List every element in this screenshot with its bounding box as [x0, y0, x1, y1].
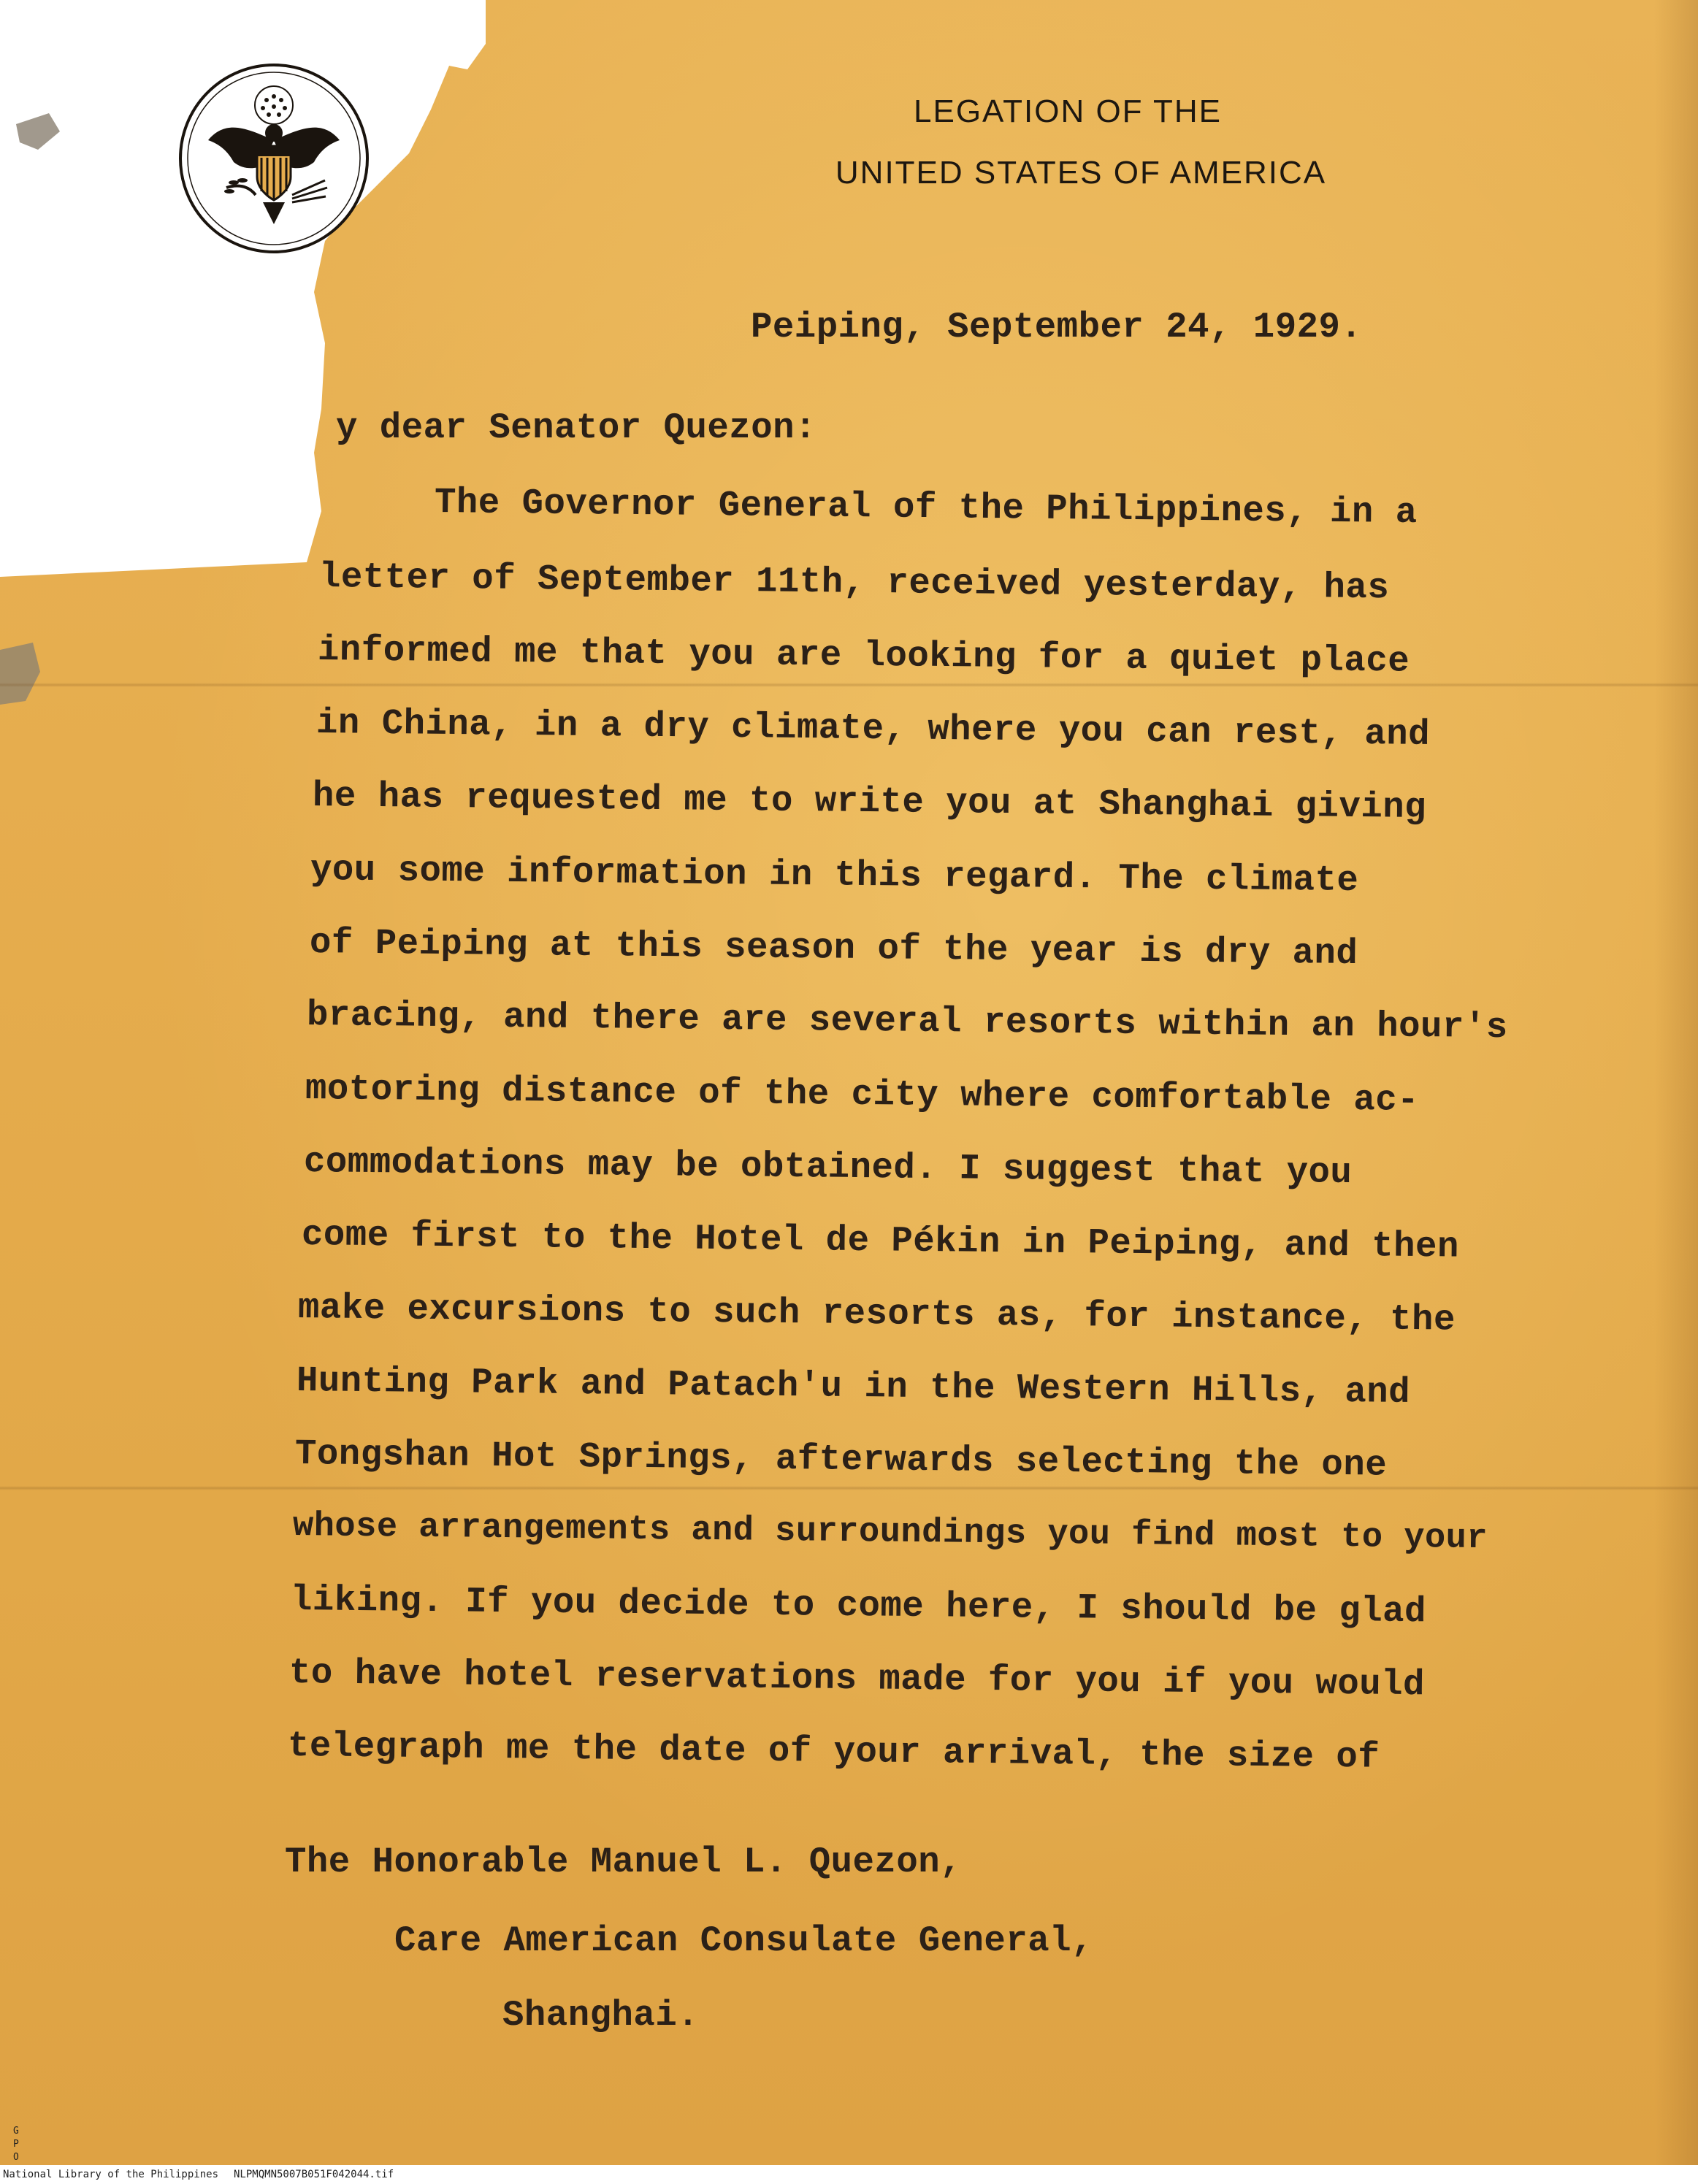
body-line: to have hotel reservations made for you if you would	[288, 1652, 1426, 1706]
body-line: liking. If you decide to come here, I should be glad	[290, 1579, 1427, 1633]
address-line-1: The Honorable Manuel L. Quezon,	[285, 1842, 963, 1882]
body-line: whose arrangements and surroundings you find most to your	[292, 1507, 1488, 1559]
library-credit: National Library of the Philippines	[3, 2169, 219, 2180]
salutation: y dear Senator Quezon:	[336, 407, 817, 448]
body-line: come first to the Hotel de Pékin in Peiping, and then	[301, 1214, 1460, 1268]
fold-line	[0, 683, 1698, 687]
letterhead-line-2: UNITED STATES OF AMERICA	[835, 155, 1327, 191]
body-line: bracing, and there are several resorts within an hour's	[306, 995, 1508, 1049]
address-line-2: Care American Consulate General,	[394, 1920, 1093, 1961]
body-line: you some information in this regard. The climate	[310, 849, 1359, 902]
body-line: letter of September 11th, received yesterday, has	[318, 556, 1390, 609]
address-line-3: Shanghai.	[502, 1995, 700, 2036]
paper-fragment-icon	[9, 110, 67, 175]
body-line: Tongshan Hot Springs, afterwards selecting the one	[294, 1433, 1388, 1486]
paper-fragment-icon	[0, 643, 51, 708]
body-line: in China, in a dry climate, where you can rest, and	[315, 702, 1431, 755]
fold-line	[0, 1486, 1698, 1490]
body-line: The Governor General of the Philippines, in a	[434, 482, 1418, 534]
body-line: make excursions to such resorts as, for instance, the	[297, 1287, 1456, 1341]
file-identifier: NLPMQMN5007B051F042044.tif	[234, 2169, 394, 2180]
scan-footer	[0, 2165, 1698, 2184]
dateline: Peiping, September 24, 1929.	[751, 307, 1363, 348]
body-line: informed me that you are looking for a quiet place	[317, 629, 1410, 682]
body-line: motoring distance of the city where comfortable ac-	[305, 1068, 1420, 1121]
edge-shading	[1654, 0, 1698, 2184]
body-line: of Peiping at this season of the year is dry and	[309, 922, 1358, 975]
body-line: he has requested me to write you at Shanghai giving	[312, 775, 1427, 828]
great-seal-eagle-icon	[175, 60, 372, 257]
letterhead-line-1: LEGATION OF THE	[914, 93, 1222, 129]
body-line: telegraph me the date of your arrival, the size of	[287, 1725, 1380, 1778]
body-line: Hunting Park and Patach'u in the Western Hills, and	[296, 1360, 1411, 1413]
gpo-mark: G P O	[13, 2126, 19, 2163]
body-line: commodations may be obtained. I suggest that you	[303, 1141, 1353, 1194]
